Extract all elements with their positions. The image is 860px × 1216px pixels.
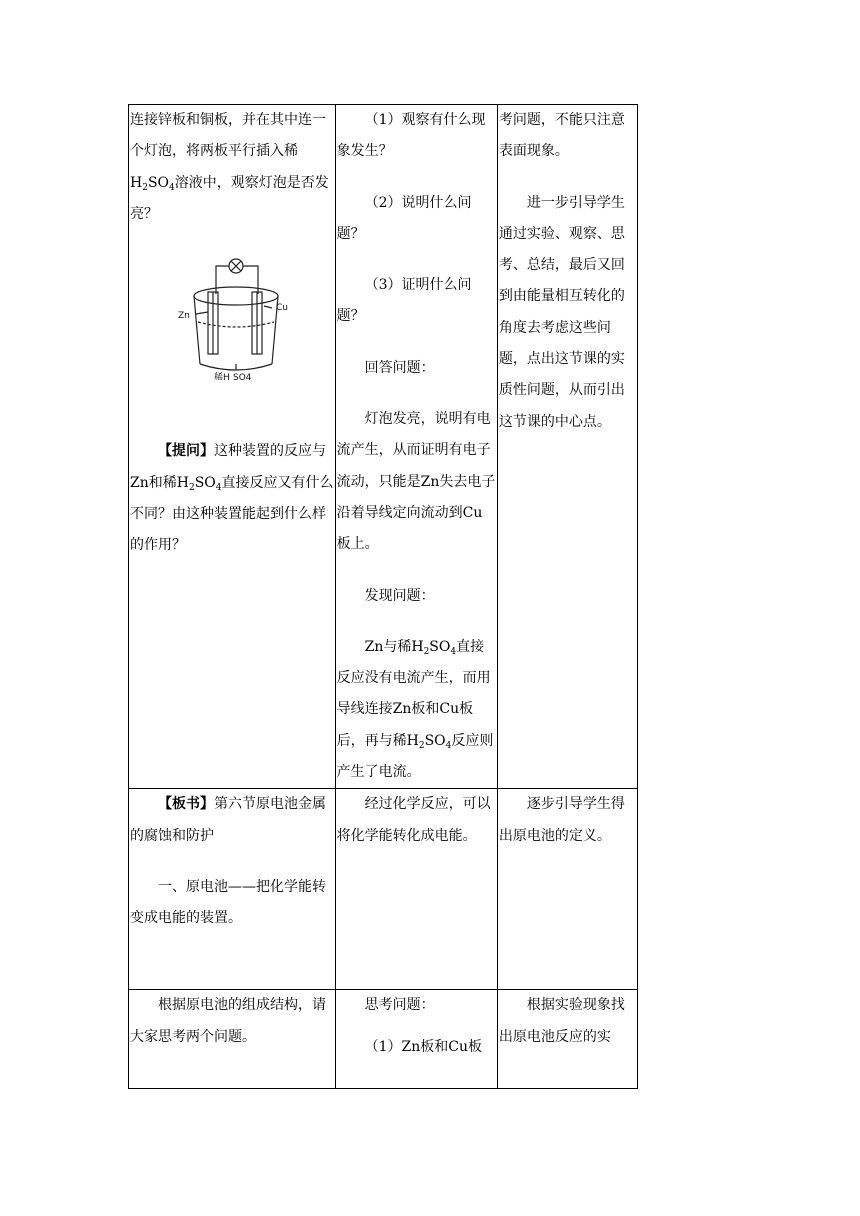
board-note: 【板书】第六节原电池金属的腐蚀和防护: [130, 796, 326, 844]
table-row: [129, 105, 638, 789]
intent-paragraph-2: 进一步引导学生通过实验、观察、思考、总结，最后又回到由能量相互转化的角度去考虑这些问题，点出这节课的实质性问题，从而引出这节课的中心点。: [498, 194, 625, 430]
experiment-instruction: 连接锌板和铜板，并在其中连一个灯泡，将两板平行插入稀$H_2SO_4$溶液中，观察灯泡是否发亮？: [130, 112, 329, 222]
acid-label: 稀H: [214, 373, 230, 381]
table-row: [129, 789, 638, 990]
observation-question-3: （3）证明什么问题？: [336, 277, 472, 325]
cu-label: Cu: [276, 303, 288, 314]
acid-label-b: SO4: [233, 373, 252, 381]
finding-text: Zn与稀$H_2SO_4$直接反应没有电流产生，而用导线连接Zn板和Cu板后，再与稀$H_2SO_4$反应则产生了电流。: [336, 638, 494, 781]
zn-label: Zn: [178, 311, 190, 322]
reaction-guidance: 根据实验现象找出原电池反应的实: [498, 997, 625, 1045]
question-paragraph: 【提问】这种装置的反应与Zn和稀$H_2SO_4$直接反应又有什么不同？由这种装置能起到什么样的作用？: [130, 443, 334, 554]
conversion-statement: 经过化学反应，可以将化学能转化成电能。: [336, 796, 491, 844]
student-activity-cell: [335, 105, 497, 789]
teacher-activity-cell: [129, 990, 336, 1089]
galvanic-cell-diagram: [176, 252, 296, 380]
design-intent-cell: [497, 105, 637, 789]
observation-question-2: （2）说明什么问题？: [336, 194, 472, 242]
table-row: [129, 990, 638, 1089]
think-heading: 思考问题：: [364, 997, 435, 1014]
battery-definition: 一、原电池——把化学能转变成电能的装置。: [130, 878, 326, 927]
design-intent-cell: [497, 789, 637, 990]
finding-heading: 发现问题：: [364, 587, 435, 604]
teacher-activity-cell: [129, 105, 336, 789]
beaker-rim: [194, 287, 278, 305]
definition-guidance: 逐步引导学生得出原电池的定义。: [498, 796, 625, 844]
think-question-1: （1）Zn板和Cu板: [364, 1038, 482, 1055]
design-intent-cell: [497, 990, 637, 1089]
teacher-activity-cell: [129, 789, 336, 990]
observation-question-1: （1）观察有什么现象发生？: [336, 112, 486, 160]
intent-paragraph-1: 考问题，不能只注意表面现象。: [498, 112, 625, 160]
chemical-formula: $H_2SO_4$: [130, 174, 175, 193]
lesson-plan-table: [128, 104, 638, 1089]
student-activity-cell: [335, 789, 497, 990]
answer-text: 灯泡发亮，说明有电流产生，从而证明有电子流动，只能是Zn失去电子沿着导线定向流动到Cu板上。: [336, 411, 496, 553]
structure-prompt: 根据原电池的组成结构，请大家思考两个问题。: [130, 997, 326, 1045]
student-activity-cell: [335, 990, 497, 1089]
answer-heading: 回答问题：: [364, 359, 435, 376]
